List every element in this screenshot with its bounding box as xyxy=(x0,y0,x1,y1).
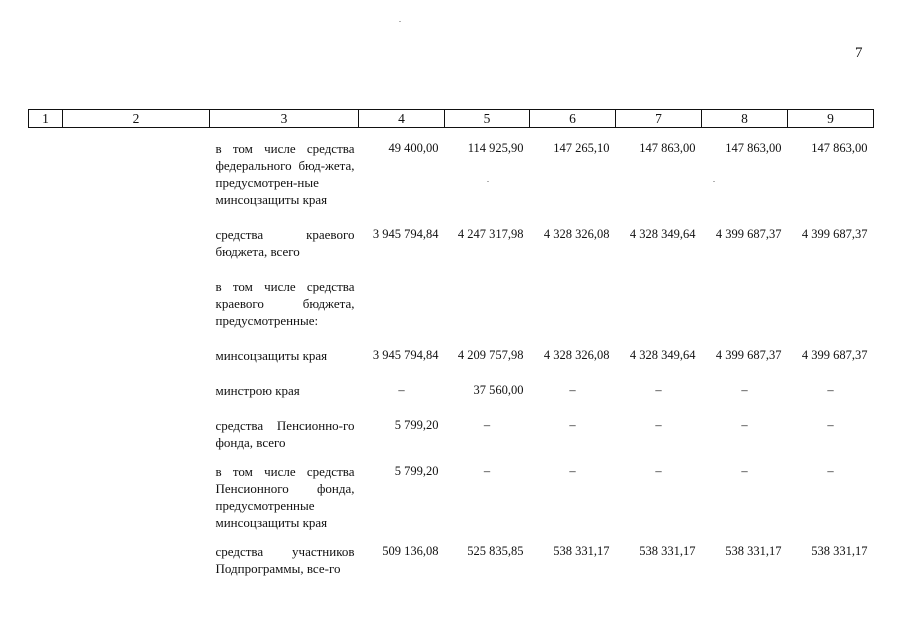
value-cell: 525 835,85 xyxy=(467,544,524,558)
value-cell: 147 863,00 xyxy=(725,141,782,155)
value-cell: 4 328 349,64 xyxy=(629,227,696,241)
table-header-row xyxy=(29,110,874,128)
value-cell xyxy=(445,260,530,329)
value-cell: 4 328 349,64 xyxy=(629,348,696,362)
value-cell: – xyxy=(741,464,748,478)
value-cell: 509 136,08 xyxy=(382,544,439,558)
value-cell xyxy=(359,260,445,329)
budget-table xyxy=(28,109,874,577)
row-label: в том числе средства федерального бюд-жета, предусмотрен-ные минсоцзащиты края xyxy=(215,141,355,207)
row-label: в том числе средства Пенсионного фонда, предусмотренные минсоцзащиты края xyxy=(215,464,355,530)
value-cell xyxy=(530,260,616,329)
value-cell: – xyxy=(483,418,491,432)
row-label: средства краевого бюджета, всего xyxy=(215,227,355,259)
value-cell: – xyxy=(827,418,834,432)
value-cell: 37 560,00 xyxy=(473,383,524,397)
value-cell: – xyxy=(569,383,576,397)
header-col-8: 8 xyxy=(702,110,788,128)
row-label: минсоцзащиты края xyxy=(215,348,328,363)
scan-speck xyxy=(399,21,401,22)
header-col-3: 3 xyxy=(210,110,359,128)
value-cell: 538 331,17 xyxy=(553,544,610,558)
row-label: в том числе средства краевого бюджета, предусмотренные: xyxy=(215,279,355,328)
value-cell: 3 945 794,84 xyxy=(372,348,439,362)
value-cell: – xyxy=(483,464,491,478)
value-cell: – xyxy=(827,383,834,397)
value-cell: 4 328 326,08 xyxy=(543,348,610,362)
value-cell: – xyxy=(655,418,662,432)
table-row xyxy=(29,451,874,531)
header-col-6: 6 xyxy=(530,110,616,128)
value-cell: 4 399 687,37 xyxy=(715,348,782,362)
table-row xyxy=(29,329,874,364)
table-row xyxy=(29,128,874,209)
value-cell xyxy=(788,260,874,329)
value-cell: – xyxy=(827,464,834,478)
value-cell: 5 799,20 xyxy=(394,418,439,432)
value-cell: – xyxy=(741,383,748,397)
table-row xyxy=(29,208,874,260)
value-cell: 538 331,17 xyxy=(811,544,868,558)
value-cell: 538 331,17 xyxy=(639,544,696,558)
value-cell: – xyxy=(655,383,662,397)
header-col-2: 2 xyxy=(63,110,210,128)
table-row xyxy=(29,399,874,451)
value-cell: 4 399 687,37 xyxy=(801,227,868,241)
value-cell: – xyxy=(569,464,576,478)
value-cell: 4 399 687,37 xyxy=(801,348,868,362)
header-col-4: 4 xyxy=(359,110,445,128)
value-cell: 147 265,10 xyxy=(553,141,610,155)
value-cell: 538 331,17 xyxy=(725,544,782,558)
table-row xyxy=(29,364,874,399)
value-cell: 147 863,00 xyxy=(811,141,868,155)
value-cell: – xyxy=(741,418,748,432)
row-label: средства участников Подпрограммы, все-го xyxy=(215,544,355,576)
value-cell: – xyxy=(398,383,405,397)
table-row xyxy=(29,531,874,577)
header-col-5: 5 xyxy=(445,110,530,128)
value-cell: 114 925,90 xyxy=(467,141,524,155)
value-cell: 4 399 687,37 xyxy=(715,227,782,241)
header-col-9: 9 xyxy=(788,110,874,128)
value-cell xyxy=(616,260,702,329)
value-cell: 5 799,20 xyxy=(394,464,439,478)
value-cell: – xyxy=(655,464,662,478)
value-cell xyxy=(702,260,788,329)
value-cell: 49 400,00 xyxy=(388,141,439,155)
table-row xyxy=(29,260,874,329)
value-cell: 3 945 794,84 xyxy=(372,227,439,241)
value-cell: 4 247 317,98 xyxy=(457,227,524,241)
value-cell: 4 209 757,98 xyxy=(457,348,524,362)
value-cell: – xyxy=(569,418,576,432)
value-cell: 4 328 326,08 xyxy=(543,227,610,241)
page-number: 7 xyxy=(855,45,863,61)
value-cell: 147 863,00 xyxy=(639,141,696,155)
row-label: средства Пенсионно-го фонда, всего xyxy=(215,418,355,450)
header-col-1: 1 xyxy=(29,110,63,128)
row-label: минстрою края xyxy=(215,383,300,398)
header-col-7: 7 xyxy=(616,110,702,128)
